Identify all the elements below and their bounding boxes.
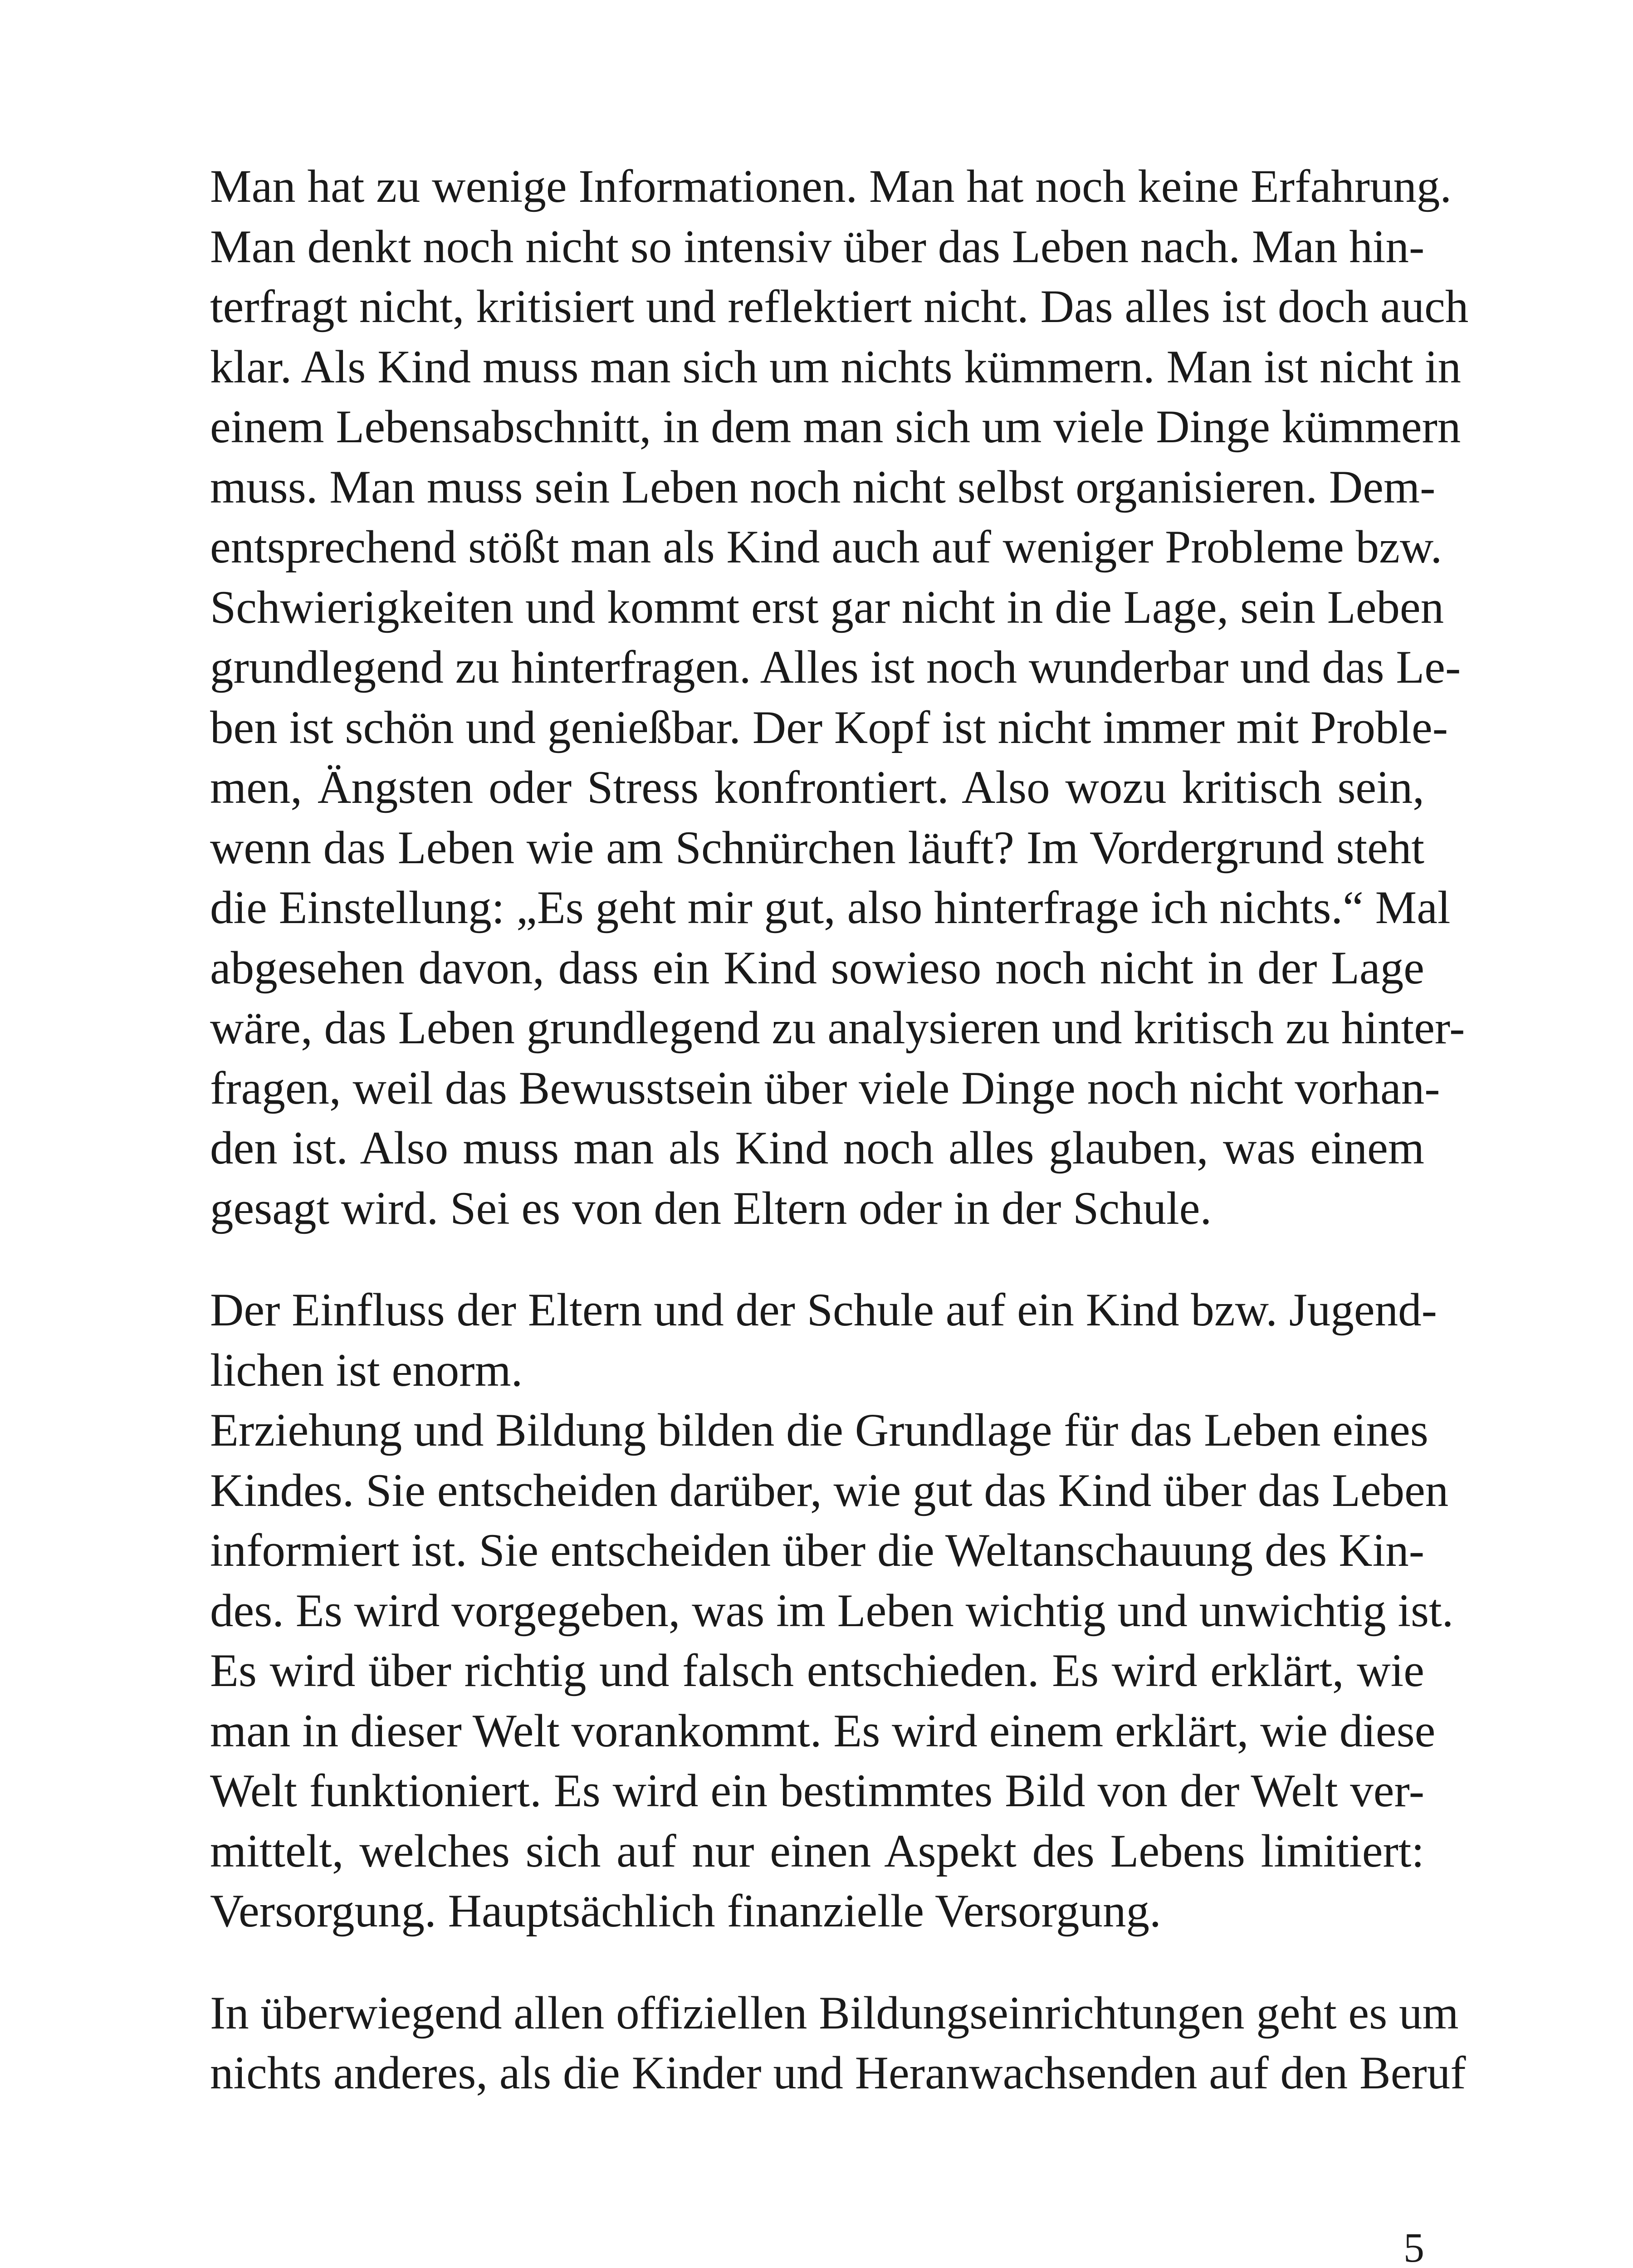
paragraph-gap <box>210 1941 1424 1983</box>
text-line: entsprechend stößt man als Kind auch auf weniger Probleme bzw. <box>210 521 1442 573</box>
text-line: lichen ist enorm. <box>210 1344 523 1396</box>
text-line: Versorgung. Hauptsächlich finanzielle Versorgung. <box>210 1885 1161 1937</box>
text-line: nichts anderes, als die Kinder und Heranwachsenden auf den Beruf <box>210 2047 1466 2099</box>
text-line: Man hat zu wenige Informationen. Man hat noch keine Erfahrung. <box>210 161 1452 212</box>
text-line: fragen, weil das Bewusstsein über viele Dinge noch nicht vorhan- <box>210 1062 1440 1114</box>
text-line: klar. Als Kind muss man sich um nichts kümmern. Man ist nicht in <box>210 341 1461 393</box>
text-line: Der Einfluss der Eltern und der Schule auf ein Kind bzw. Jugend- <box>210 1284 1437 1336</box>
text-line: grundlegend zu hinterfragen. Alles ist noch wunderbar und das Le- <box>210 641 1461 693</box>
paragraph-3 <box>210 1400 1454 1941</box>
paragraph-4 <box>210 1983 1466 2103</box>
text-line: einem Lebensabschnitt, in dem man sich um viele Dinge kümmern <box>210 401 1461 453</box>
text-line: man in dieser Welt vorankommt. Es wird einem erklärt, wie diese <box>210 1705 1436 1757</box>
text-line: In überwiegend allen offiziellen Bildungseinrichtungen geht es um <box>210 1987 1459 2039</box>
text-line: abgesehen davon, dass ein Kind sowieso noch nicht in der Lage <box>210 942 1424 994</box>
text-line: terfragt nicht, kritisiert und reflektiert nicht. Das alles ist doch auch <box>210 281 1469 332</box>
text-line: Kindes. Sie entscheiden darüber, wie gut das Kind über das Leben <box>210 1464 1449 1516</box>
text-line: den ist. Also muss man als Kind noch alles glauben, was einem <box>210 1122 1424 1174</box>
text-line: ben ist schön und genießbar. Der Kopf ist nicht immer mit Proble- <box>210 701 1448 753</box>
body-text <box>210 156 1469 2103</box>
paragraph-1 <box>210 156 1469 1238</box>
text-line: Erziehung und Bildung bilden die Grundlage für das Leben eines <box>210 1404 1428 1456</box>
text-line: Es wird über richtig und falsch entschieden. Es wird erklärt, wie <box>210 1645 1424 1696</box>
text-line: Man denkt noch nicht so intensiv über das Leben nach. Man hin- <box>210 220 1425 273</box>
paragraph-gap <box>210 1238 1424 1280</box>
text-line: Schwierigkeiten und kommt erst gar nicht in die Lage, sein Leben <box>210 581 1444 633</box>
page-number: 5 <box>1403 2224 1424 2268</box>
text-line: mittelt, welches sich auf nur einen Aspekt des Lebens limitiert: <box>210 1825 1424 1877</box>
text-line: des. Es wird vorgegeben, was im Leben wichtig und unwichtig ist. <box>210 1584 1454 1637</box>
text-line: wäre, das Leben grundlegend zu analysieren und kritisch zu hinter- <box>210 1002 1465 1054</box>
text-line: gesagt wird. Sei es von den Eltern oder in der Schule. <box>210 1182 1212 1234</box>
text-line: Welt funktioniert. Es wird ein bestimmtes Bild von der Welt ver- <box>210 1765 1424 1817</box>
text-line: die Einstellung: „Es geht mir gut, also hinterfrage ich nichts.“ Mal <box>210 882 1451 934</box>
text-line: wenn das Leben wie am Schnürchen läuft? Im Vordergrund steht <box>210 821 1424 874</box>
text-line: men, Ängsten oder Stress konfrontiert. Also wozu kritisch sein, <box>210 762 1424 813</box>
paragraph-2 <box>210 1280 1437 1400</box>
text-line: informiert ist. Sie entscheiden über die Weltanschauung des Kin- <box>210 1525 1424 1576</box>
text-line: muss. Man muss sein Leben noch nicht selbst organisieren. Dem- <box>210 461 1436 513</box>
